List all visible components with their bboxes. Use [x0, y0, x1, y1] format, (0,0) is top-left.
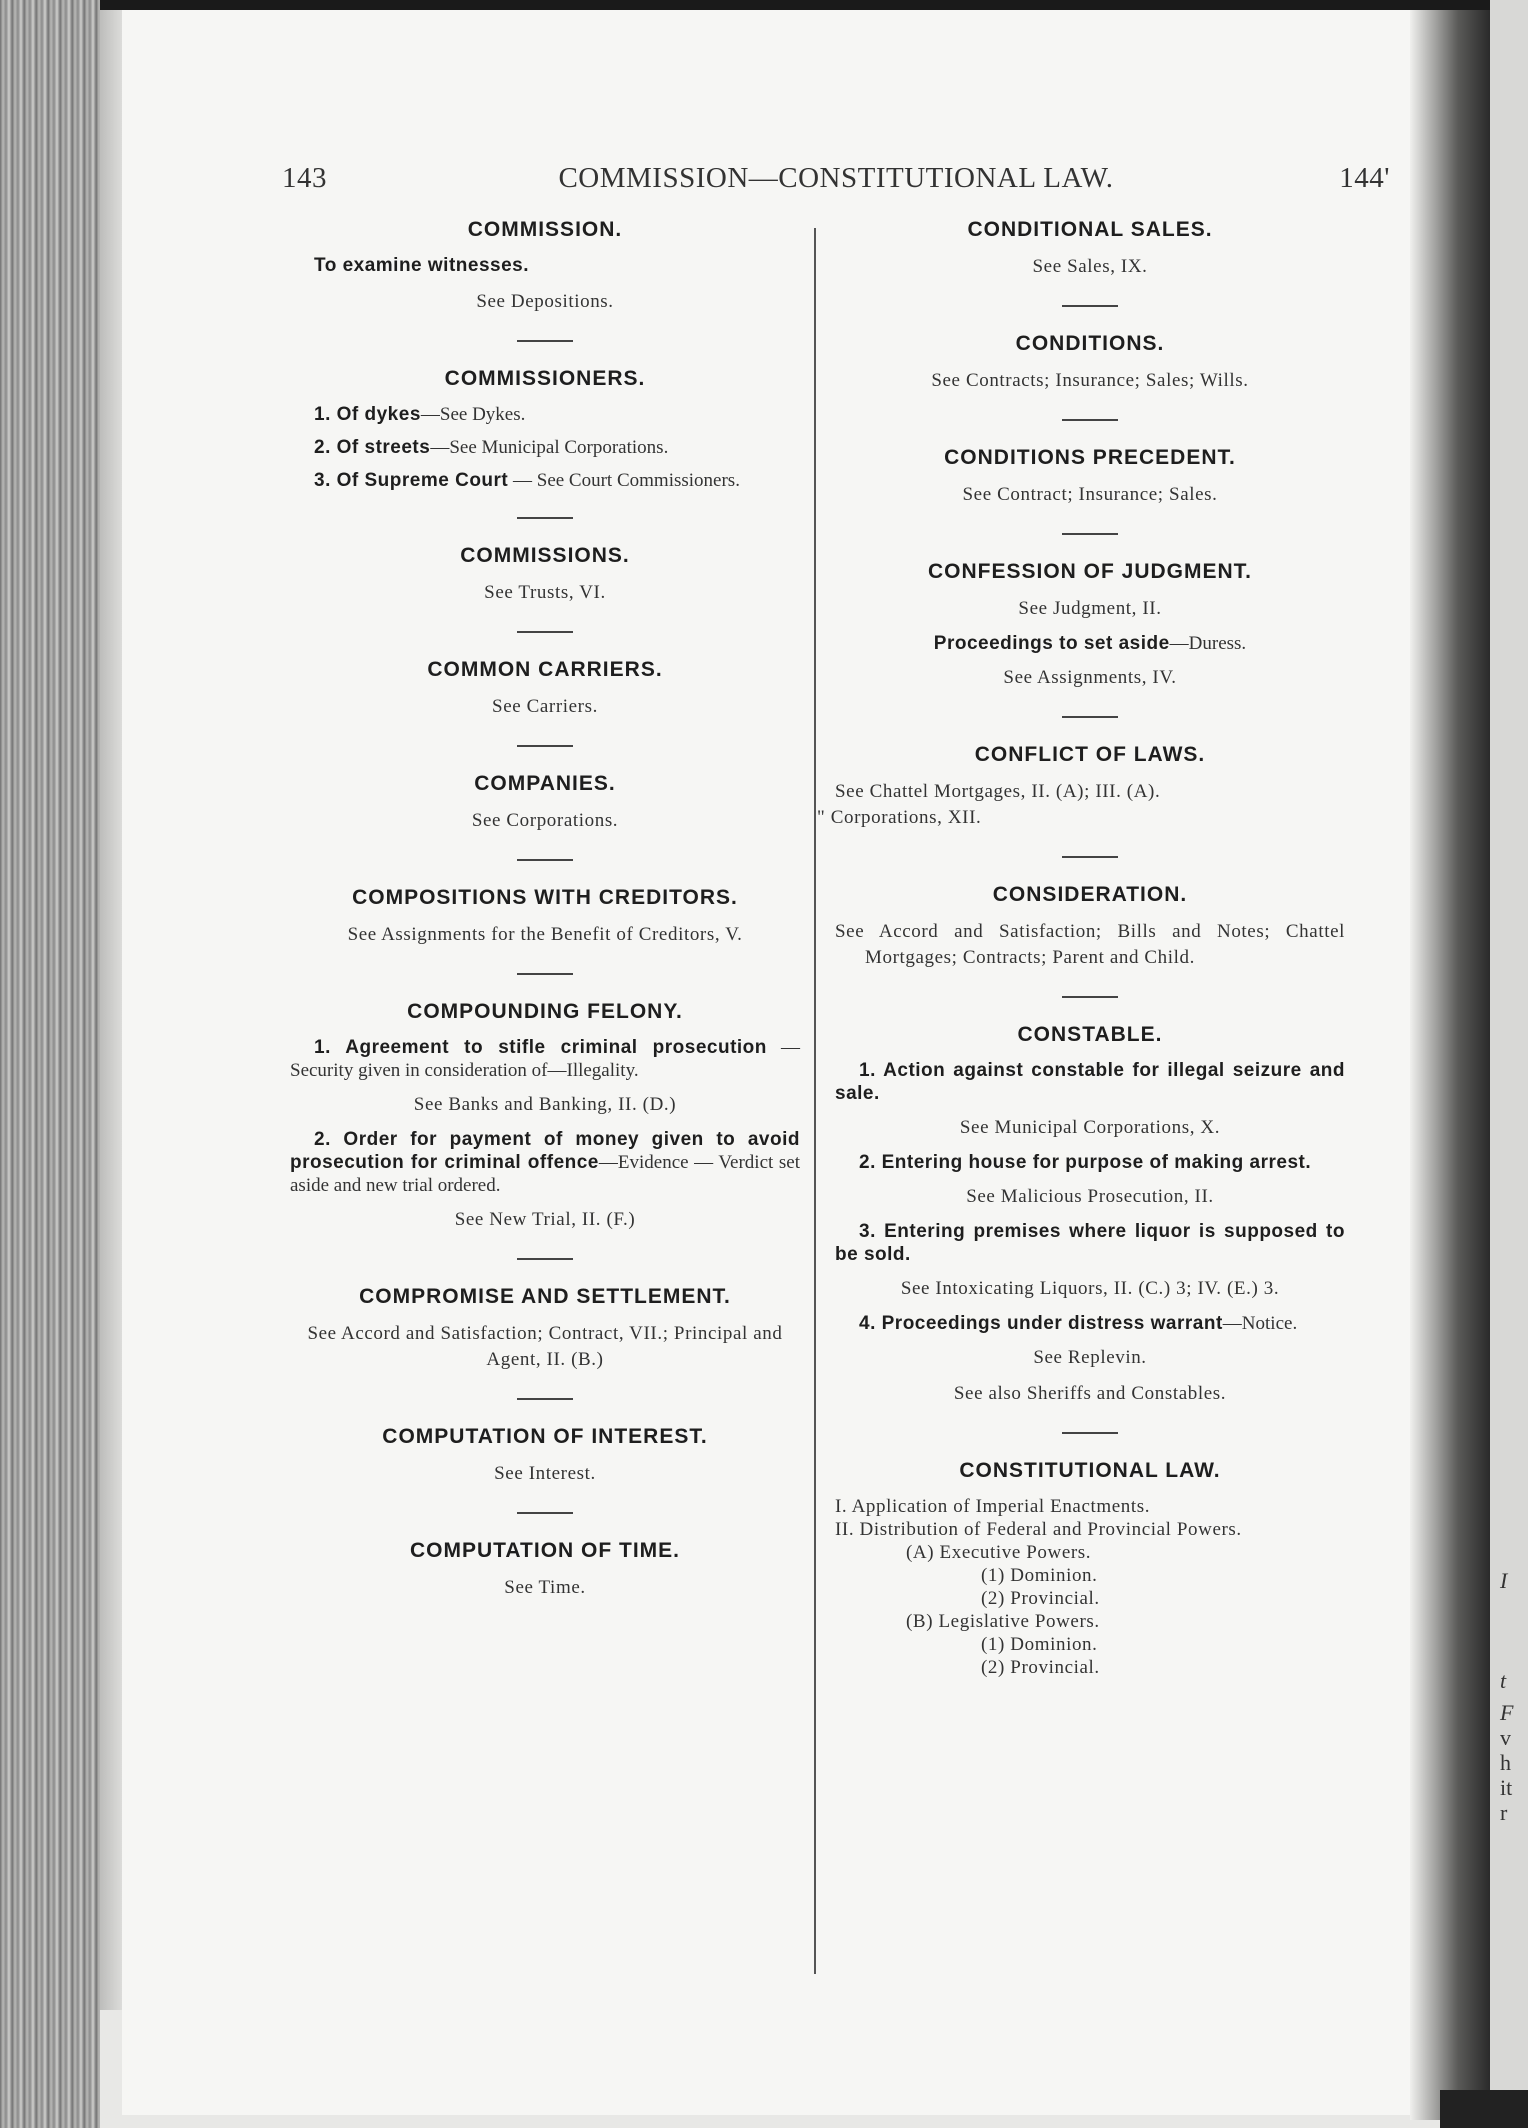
entry-heading: COMPANIES. — [474, 772, 616, 795]
cross-reference: See Carriers. — [492, 696, 598, 717]
entry-heading: COMMISSION. — [467, 218, 623, 241]
cross-reference: See Assignments, IV. — [1003, 667, 1177, 688]
cross-reference: See Judgment, II. — [1018, 598, 1162, 619]
entry-divider — [1062, 533, 1118, 535]
entry-item: 3. Entering premises where liquor is supposed to be sold. — [835, 1221, 1345, 1265]
facing-page-fragment: r — [1500, 1800, 1508, 1825]
entry-item: 2. Order for payment of money given to avoid prosecution for criminal offence—Evidence — Verdict set aside and new trial ordered. — [290, 1129, 800, 1196]
cross-reference: See Malicious Prosecution, II. — [966, 1186, 1214, 1207]
scan-bottom-corner — [1440, 2090, 1528, 2128]
entry-heading: CONSIDERATION. — [992, 883, 1188, 906]
entry-heading: COMPUTATION OF INTEREST. — [382, 1425, 708, 1448]
book-page-edges — [0, 0, 100, 2128]
entry-divider — [517, 973, 573, 975]
entry-heading: COMPOSITIONS WITH CREDITORS. — [352, 886, 738, 909]
entry-divider — [1062, 305, 1118, 307]
page-title: COMMISSION—CONSTITUTIONAL LAW. — [558, 162, 1114, 194]
entry-heading: CONFLICT OF LAWS. — [974, 743, 1206, 766]
outline-item: (1) Dominion. — [981, 1634, 1098, 1655]
cross-reference: See Time. — [504, 1577, 586, 1598]
entry-divider — [517, 745, 573, 747]
right-column — [817, 218, 1345, 1679]
cross-reference: See Accord and Satisfaction; Contract, VII.; Principal and Agent, II. (B.) — [307, 1323, 783, 1370]
entry-divider — [517, 517, 573, 519]
column-divider — [814, 228, 816, 1974]
outline-item: (1) Dominion. — [981, 1565, 1098, 1586]
facing-page-fragment: v — [1500, 1725, 1511, 1750]
entry-item: 1. Action against constable for illegal seizure and sale. — [835, 1060, 1345, 1104]
entry-item: Proceedings to set aside—Duress. — [933, 633, 1247, 654]
facing-page-fragment: I — [1500, 1568, 1508, 1593]
cross-reference: See Assignments for the Benefit of Creditors, V. — [347, 924, 743, 945]
entry-divider — [1062, 856, 1118, 858]
entry-heading: COMMISSIONS. — [460, 544, 630, 567]
cross-reference: See Contract; Insurance; Sales. — [962, 484, 1218, 505]
entry-divider — [1062, 1432, 1118, 1434]
entry-heading: COMPUTATION OF TIME. — [409, 1539, 681, 1562]
entry-heading: CONFESSION OF JUDGMENT. — [927, 560, 1253, 583]
cross-reference: See Interest. — [494, 1463, 596, 1484]
entry-heading: COMPROMISE AND SETTLEMENT. — [359, 1285, 731, 1308]
entry-divider — [517, 1512, 573, 1514]
entry-item: 2. Entering house for purpose of making arrest. — [859, 1152, 1312, 1173]
cross-reference: See Trusts, VI. — [484, 582, 606, 603]
running-head — [282, 162, 1390, 202]
entry-heading: CONSTITUTIONAL LAW. — [959, 1459, 1221, 1482]
cross-reference: See Sales, IX. — [1032, 256, 1148, 277]
entry-item: 1. Agreement to stifle criminal prosecution — Security given in consideration of—Illegality. — [290, 1037, 800, 1081]
entry-heading: COMMISSIONERS. — [444, 367, 646, 390]
entry-heading: CONDITIONS. — [1015, 332, 1165, 355]
cross-reference: See Banks and Banking, II. (D.) — [413, 1094, 677, 1115]
entry-heading: CONDITIONS PRECEDENT. — [944, 446, 1236, 469]
book-page-edges-inner — [100, 10, 122, 2010]
facing-page-fragment: it — [1500, 1775, 1513, 1800]
facing-page-fragment: t — [1500, 1668, 1507, 1693]
entry-divider — [1062, 996, 1118, 998]
outline-item: (A) Executive Powers. — [906, 1542, 1092, 1563]
facing-page-fragment: h — [1500, 1750, 1511, 1775]
entry-item: 1. Of dykes—See Dykes. — [314, 404, 526, 425]
topic-outline — [835, 1495, 1345, 1679]
cross-reference: See Municipal Corporations, X. — [959, 1117, 1221, 1138]
entry-divider — [1062, 419, 1118, 421]
cross-reference: See Chattel Mortgages, II. (A); III. (A). — [835, 781, 1161, 802]
outline-item: (B) Legislative Powers. — [906, 1611, 1100, 1632]
cross-reference: " Corporations, XII. — [817, 807, 982, 828]
entry-heading: COMPOUNDING FELONY. — [407, 1000, 683, 1023]
entry-divider — [517, 340, 573, 342]
cross-reference: See New Trial, II. (F.) — [454, 1209, 636, 1230]
outline-item: (2) Provincial. — [981, 1657, 1100, 1678]
entry-divider — [517, 859, 573, 861]
entry-divider — [1062, 716, 1118, 718]
facing-page-strip — [1490, 0, 1528, 2128]
left-column — [290, 218, 800, 1601]
cross-reference: See Accord and Satisfaction; Bills and Notes; Chattel Mortgages; Contracts; Parent and Child. — [835, 921, 1345, 968]
entry-item: 2. Of streets—See Municipal Corporations. — [314, 437, 669, 458]
outline-item: I. Application of Imperial Enactments. — [835, 1496, 1151, 1517]
book-gutter — [1410, 10, 1490, 2120]
entry-item: 4. Proceedings under distress warrant—Notice. — [859, 1313, 1298, 1334]
cross-reference: See Contracts; Insurance; Sales; Wills. — [931, 370, 1249, 391]
page-number-left: 143 — [282, 162, 327, 194]
outline-item: II. Distribution of Federal and Provincial Powers. — [835, 1519, 1242, 1540]
entry-divider — [517, 1398, 573, 1400]
cross-reference: See Intoxicating Liquors, II. (C.) 3; IV. (E.) 3. — [900, 1278, 1280, 1299]
entry-divider — [517, 631, 573, 633]
cross-reference: See Replevin. — [1033, 1347, 1147, 1368]
cross-reference: See Corporations. — [471, 810, 619, 831]
outline-item: (2) Provincial. — [981, 1588, 1100, 1609]
entry-heading: CONDITIONAL SALES. — [967, 218, 1213, 241]
entry-heading: CONSTABLE. — [1017, 1023, 1163, 1046]
entry-subheading: To examine witnesses. — [314, 255, 530, 276]
cross-reference: See Depositions. — [476, 291, 614, 312]
cross-reference: See also Sheriffs and Constables. — [953, 1383, 1227, 1404]
facing-page-fragment: F — [1500, 1700, 1514, 1725]
entry-divider — [517, 1258, 573, 1260]
entry-item: 3. Of Supreme Court — See Court Commissioners. — [314, 470, 740, 491]
page-number-right: 144' — [1339, 162, 1390, 194]
entry-heading: COMMON CARRIERS. — [427, 658, 663, 681]
